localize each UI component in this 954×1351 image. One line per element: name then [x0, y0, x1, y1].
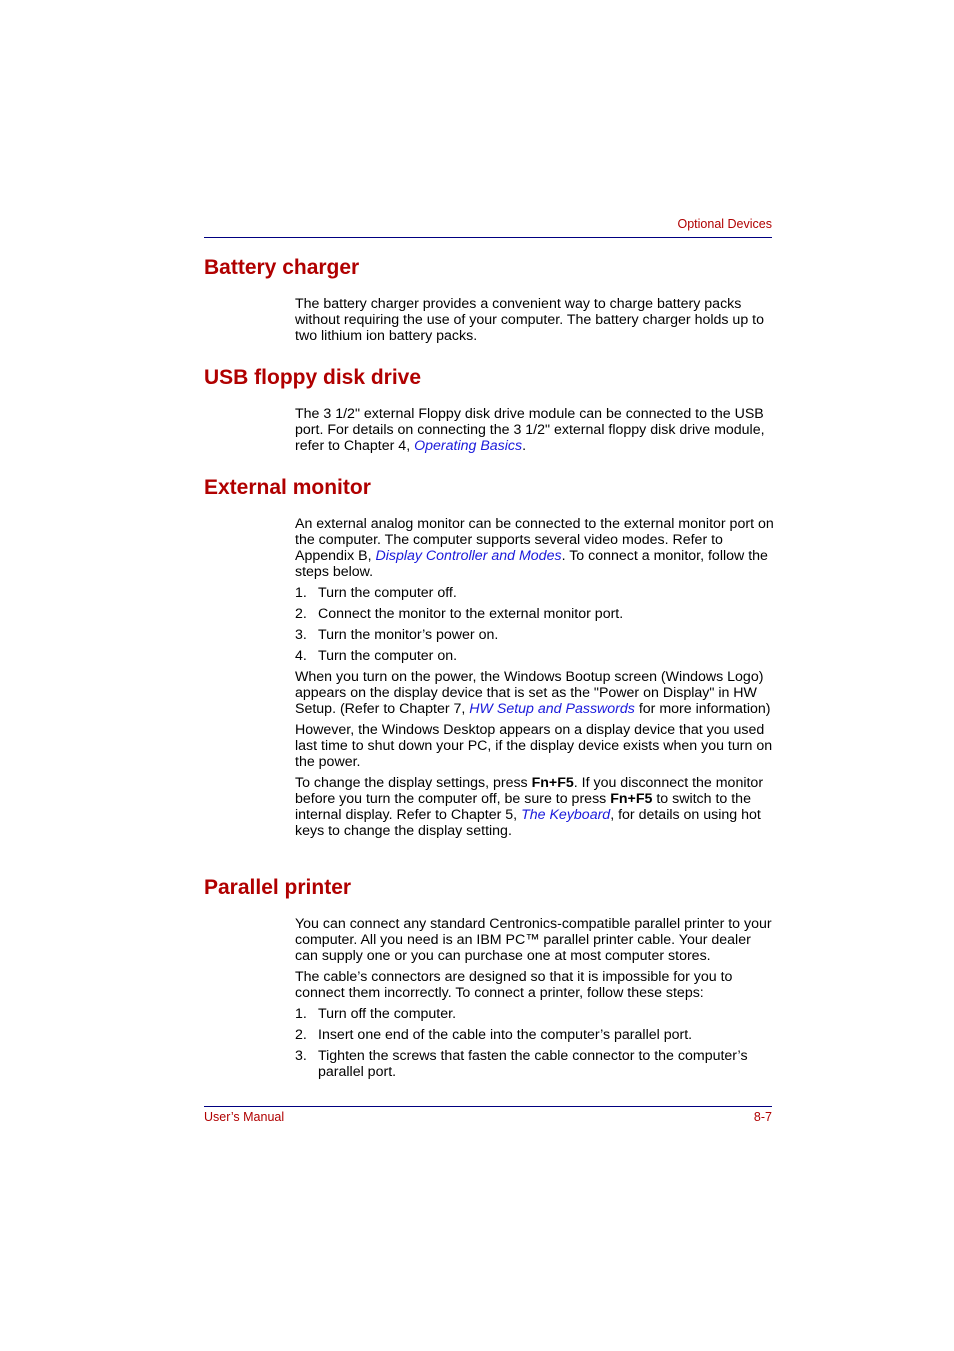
step-number: 3. — [295, 627, 307, 643]
text: to switch to the internal display. Refer to Chapter 5, — [295, 791, 751, 823]
section-battery-charger — [295, 296, 775, 349]
list-item — [295, 1006, 775, 1022]
paragraph: You can connect any standard Centronics-compatible parallel printer to your computer. All you need is an IBM PC™ parallel printer cable. Your dealer can supply one or you can purchase one at most computer stores. — [295, 916, 772, 964]
text: . — [522, 438, 527, 454]
link-the-keyboard[interactable]: The Keyboard — [521, 807, 611, 823]
monitor-steps — [295, 585, 775, 664]
heading-usb-floppy: USB floppy disk drive — [204, 366, 422, 389]
paragraph — [295, 669, 775, 717]
list-item — [295, 606, 775, 622]
heading-battery-charger: Battery charger — [204, 256, 360, 279]
section-usb-floppy — [295, 406, 775, 459]
key-combo: Fn+F5 — [531, 775, 574, 791]
step-text: Insert one end of the cable into the computer’s parallel port. — [318, 1027, 693, 1043]
text: The 3 1/2" external Floppy disk drive module can be connected to the USB port. For details on connecting the 3 1/2" external floppy disk drive module, refer to Chapter 4, — [295, 406, 765, 454]
step-number: 2. — [295, 1027, 307, 1043]
paragraph — [295, 406, 775, 454]
paragraph — [295, 516, 775, 580]
section-parallel-printer — [295, 916, 775, 1085]
step-text: Turn the computer on. — [318, 648, 458, 664]
paragraph: However, the Windows Desktop appears on a display device that you used last time to shut down your PC, if the display device exists when you turn on the power. — [295, 722, 773, 770]
text: To change the display settings, press — [295, 775, 532, 791]
text: An external analog monitor can be connected to the external monitor port on the computer. The computer supports several video modes. Refer to Appendix B, — [295, 516, 774, 564]
key-combo: Fn+F5 — [610, 791, 653, 807]
list-item — [295, 648, 775, 664]
step-number: 1. — [295, 1006, 307, 1022]
list-item — [295, 1048, 775, 1080]
list-item — [295, 585, 775, 601]
heading-parallel-printer: Parallel printer — [204, 876, 352, 899]
link-display-controller[interactable]: Display Controller and Modes — [375, 548, 562, 564]
link-hw-setup[interactable]: HW Setup and Passwords — [469, 701, 635, 717]
step-text: Turn the computer off. — [318, 585, 457, 601]
text: for more information) — [634, 701, 771, 717]
step-number: 1. — [295, 585, 307, 601]
paragraph: The battery charger provides a convenient way to charge battery packs without requiring the use of your computer. The battery charger holds up to two lithium ion battery packs. — [295, 296, 764, 344]
list-item — [295, 1027, 775, 1043]
step-number: 4. — [295, 648, 307, 664]
paragraph: The cable’s connectors are designed so that it is impossible for you to connect them incorrectly. To connect a printer, follow these steps: — [295, 969, 733, 1001]
heading-external-monitor: External monitor — [204, 476, 371, 499]
section-external-monitor — [295, 516, 775, 844]
list-item — [295, 627, 775, 643]
step-text: Turn the monitor’s power on. — [318, 627, 499, 643]
footer-rule — [204, 1106, 772, 1107]
header-rule — [204, 237, 772, 238]
step-number: 2. — [295, 606, 307, 622]
text: . If you disconnect the monitor before you turn the computer off, be sure to press — [295, 775, 764, 807]
step-text: Turn off the computer. — [318, 1006, 457, 1022]
page-number: 8-7 — [753, 1110, 772, 1124]
running-header: Optional Devices — [677, 217, 772, 231]
footer-manual-title: User’s Manual — [204, 1110, 285, 1124]
step-text: Connect the monitor to the external monitor port. — [318, 606, 624, 622]
link-operating-basics[interactable]: Operating Basics — [414, 438, 523, 454]
step-text: Tighten the screws that fasten the cable connector to the computer’s parallel port. — [318, 1048, 748, 1080]
text: , for details on using hot keys to change the display setting. — [295, 807, 761, 839]
text: . To connect a monitor, follow the steps below. — [295, 548, 768, 580]
paragraph — [295, 775, 775, 839]
printer-steps — [295, 1006, 775, 1080]
text: When you turn on the power, the Windows Bootup screen (Windows Logo) appears on the display device that is set as the "Power on Display" in HW Setup. (Refer to Chapter 7, — [295, 669, 764, 717]
step-number: 3. — [295, 1048, 307, 1064]
